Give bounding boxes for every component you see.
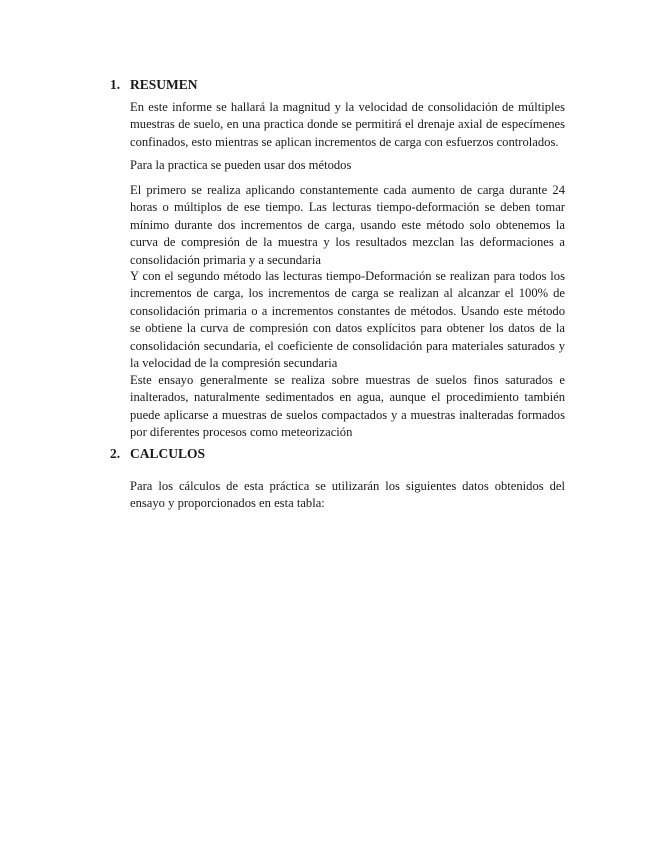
section-title: RESUMEN [130, 77, 198, 92]
paragraph: Y con el segundo método las lecturas tiempo-Deformación se realizan para todos los incrementos de carga, los incrementos de carga se realizan al alcanzar el 100% de consolidación primaria o a incrementos constantes de métodos. Usando este método se obtiene la curva de compresión con datos explícitos para obtener los datos de la consolidación secundaria, el coeficiente de consolidación para materiales saturados y la velocidad de la compresión secundaria [130, 269, 565, 371]
section-number: 1. [110, 77, 121, 92]
section-number: 2. [110, 446, 121, 461]
paragraph: Para la practica se pueden usar dos métodos [130, 158, 352, 172]
section-heading-resumen [110, 77, 198, 93]
paragraph: El primero se realiza aplicando constantemente cada aumento de carga durante 24 horas o múltiplos de ese tiempo. Las lecturas tiempo-deformación se deben tomar mínimo durante dos incrementos de carga, usando este método solo obtenemos la curva de compresión de la muestra y los resultados mezclan las deformaciones a consolidación primaria y a secundaria [130, 183, 565, 267]
section-heading-calculos [110, 446, 205, 462]
paragraph: Este ensayo generalmente se realiza sobre muestras de suelos finos saturados e inalterados, naturalmente sedimentados en agua, aunque el procedimiento también puede aplicarse a muestras de suelos compactados y a muestras inalteradas formados por diferentes procesos como meteorización [130, 373, 565, 440]
paragraph: En este informe se hallará la magnitud y la velocidad de consolidación de múltiples muestras de suelo, en una practica donde se permitirá el drenaje axial de especímenes confinados, esto mientras se aplican incrementos de carga con esfuerzos controlados. [130, 100, 565, 149]
paragraph: Para los cálculos de esta práctica se utilizarán los siguientes datos obtenidos del ensayo y proporcionados en esta tabla: [130, 479, 565, 511]
section-title: CALCULOS [130, 446, 206, 461]
